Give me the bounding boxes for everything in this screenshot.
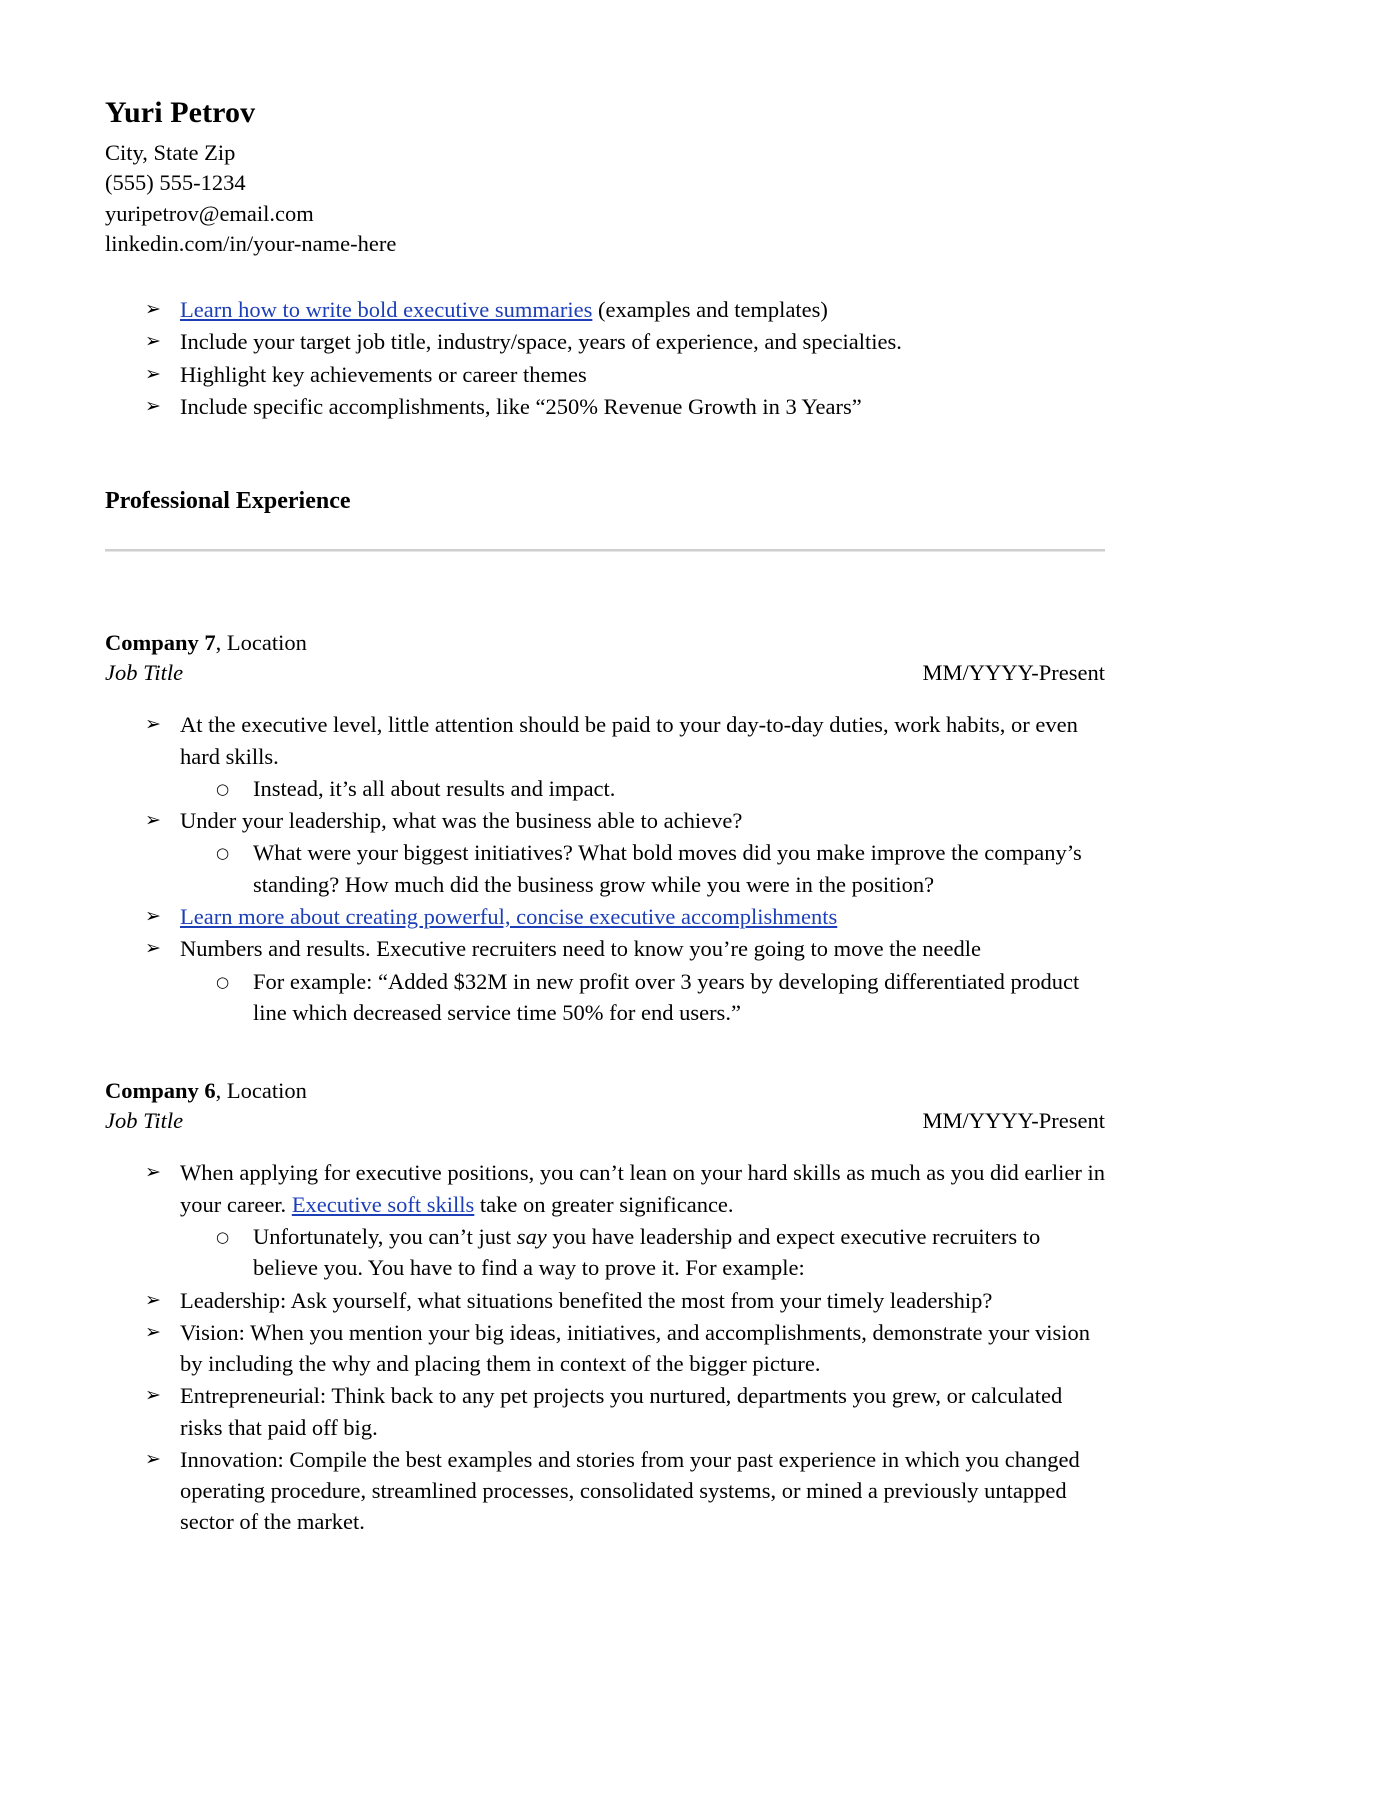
job-bullet-item (105, 1380, 1105, 1443)
job-bullet-item (105, 805, 1105, 836)
job-sub-bullet-suffix: you have leadership and expect executive recruiters to believe you. You have to find a way to prove it. For example: (253, 1223, 1041, 1281)
job-company-name: Company 6 (105, 1078, 216, 1104)
job-entry (105, 1076, 1105, 1538)
arrow-bullet-icon: ➢ (145, 330, 161, 353)
job-bullet-item (105, 1317, 1105, 1380)
job-bullet-text: Under your leadership, what was the business able to achieve? (180, 808, 743, 834)
job-bullet-item (105, 901, 1105, 932)
job-bullet-list (105, 1157, 1105, 1537)
summary-bullet-text: Include specific accomplishments, like “250% Revenue Growth in 3 Years” (180, 393, 862, 419)
arrow-bullet-icon: ➢ (145, 1447, 161, 1470)
job-bullet-item (105, 1285, 1105, 1316)
job-bullet-text: At the executive level, little attention should be paid to your day-to-day duties, work habits, or even hard skills. (180, 712, 1078, 769)
job-sub-bullet-item (105, 1221, 1105, 1284)
summary-bullet-suffix: (examples and templates) (592, 296, 828, 322)
job-bullet-suffix: take on greater significance. (474, 1191, 734, 1217)
summary-bullet-list (105, 294, 1105, 422)
job-bullet-item (105, 1157, 1105, 1220)
job-bullet-text (180, 1157, 1105, 1220)
job-bullet-list (105, 709, 1105, 1028)
job-sub-bullet-text: What were your biggest initiatives? What bold moves did you make improve the company’s standing? How much did the business grow while you were in the position? (253, 840, 1082, 897)
summary-bullet-text: Include your target job title, industry/space, years of experience, and specialties. (180, 329, 902, 355)
circle-bullet-icon: ○ (216, 779, 230, 798)
summary-bullet-item (105, 294, 1105, 325)
job-bullet-text: Vision: When you mention your big ideas, initiatives, and accomplishments, demonstrate your vision by including the why and placing them in context of the bigger picture. (180, 1319, 1090, 1377)
job-dates: MM/YYYY-Present (922, 1107, 1105, 1133)
arrow-bullet-icon: ➢ (145, 362, 161, 385)
job-bullet-item (105, 1444, 1105, 1538)
summary-bullet-text (180, 294, 1105, 325)
summary-bullet-text: Highlight key achievements or career themes (180, 361, 587, 387)
job-entry (105, 628, 1105, 1028)
contact-block (105, 138, 1105, 260)
arrow-bullet-icon: ➢ (145, 905, 161, 927)
job-bullet-text: Numbers and results. Executive recruiters need to know you’re going to move the needle (180, 936, 982, 962)
circle-bullet-icon: ○ (216, 972, 230, 991)
contact-email: yuripetrov@email.com (105, 200, 314, 226)
job-sub-bullet-emphasis: say (516, 1223, 547, 1249)
arrow-bullet-icon: ➢ (145, 1320, 161, 1343)
job-sub-bullet-text (253, 1221, 1105, 1284)
arrow-bullet-icon: ➢ (145, 297, 161, 320)
job-sub-bullet-text: Instead, it’s all about results and impact. (253, 775, 616, 801)
job-sub-bullet-prefix: Unfortunately, you can’t just (253, 1223, 517, 1249)
resume-header (105, 95, 1105, 260)
arrow-bullet-icon: ➢ (145, 809, 161, 832)
job-title: Job Title (105, 659, 184, 685)
job-company-location: , Location (215, 630, 307, 656)
arrow-bullet-icon: ➢ (145, 1384, 161, 1407)
job-company-location: , Location (215, 1078, 307, 1104)
job-sub-bullet-item (105, 773, 1105, 804)
arrow-bullet-icon: ➢ (145, 394, 161, 417)
contact-linkedin: linkedin.com/in/your-name-here (105, 231, 397, 257)
circle-bullet-icon: ○ (216, 844, 230, 863)
job-bullet-item (105, 933, 1105, 964)
executive-accomplishments-link[interactable]: Learn more about creating powerful, concise executive accomplishments (180, 904, 838, 929)
summary-bullet-item (105, 391, 1105, 422)
job-bullet-text: Entrepreneurial: Think back to any pet projects you nurtured, departments you grew, or calculated risks that paid off big. (180, 1383, 1063, 1440)
job-company-line (105, 628, 1105, 658)
summary-bullet-item (105, 359, 1105, 390)
executive-soft-skills-link[interactable]: Executive soft skills (291, 1191, 475, 1217)
job-bullet-text (180, 901, 1105, 932)
summary-bullet-item (105, 326, 1105, 357)
job-bullet-prefix: When applying for executive positions, you can’t lean on your hard skills as much as you did earlier in your career. (180, 1160, 1105, 1217)
section-heading-professional-experience: Professional Experience (105, 488, 351, 515)
job-company-line (105, 1076, 1105, 1106)
job-bullet-text: Innovation: Compile the best examples and stories from your past experience in which you changed operating procedure, streamlined processes, consolidated systems, or mined a previously untapped sector of the market. (180, 1446, 1080, 1535)
job-company-name: Company 7 (105, 630, 216, 656)
job-sub-bullet-item (105, 837, 1105, 900)
job-title: Job Title (105, 1107, 184, 1133)
job-bullet-item (105, 709, 1105, 772)
circle-bullet-icon: ○ (216, 1227, 230, 1246)
arrow-bullet-icon: ➢ (145, 1161, 161, 1184)
job-sub-bullet-item (105, 966, 1105, 1029)
job-dates: MM/YYYY-Present (922, 659, 1105, 685)
executive-summaries-link[interactable]: Learn how to write bold executive summaries (180, 296, 593, 322)
section-divider (105, 549, 1105, 552)
arrow-bullet-icon: ➢ (145, 1288, 161, 1311)
contact-phone: (555) 555-1234 (105, 170, 246, 196)
job-title-row (105, 1106, 1105, 1136)
job-title-row (105, 658, 1105, 688)
candidate-name: Yuri Petrov (105, 96, 256, 129)
arrow-bullet-icon: ➢ (145, 713, 161, 736)
contact-address: City, State Zip (105, 139, 236, 165)
job-sub-bullet-text: For example: “Added $32M in new profit over 3 years by developing differentiated product line which decreased service time 50% for end users.” (253, 968, 1080, 1025)
arrow-bullet-icon: ➢ (145, 937, 161, 960)
job-bullet-text: Leadership: Ask yourself, what situations benefited the most from your timely leadership? (180, 1287, 993, 1313)
resume-content (105, 95, 1105, 1538)
